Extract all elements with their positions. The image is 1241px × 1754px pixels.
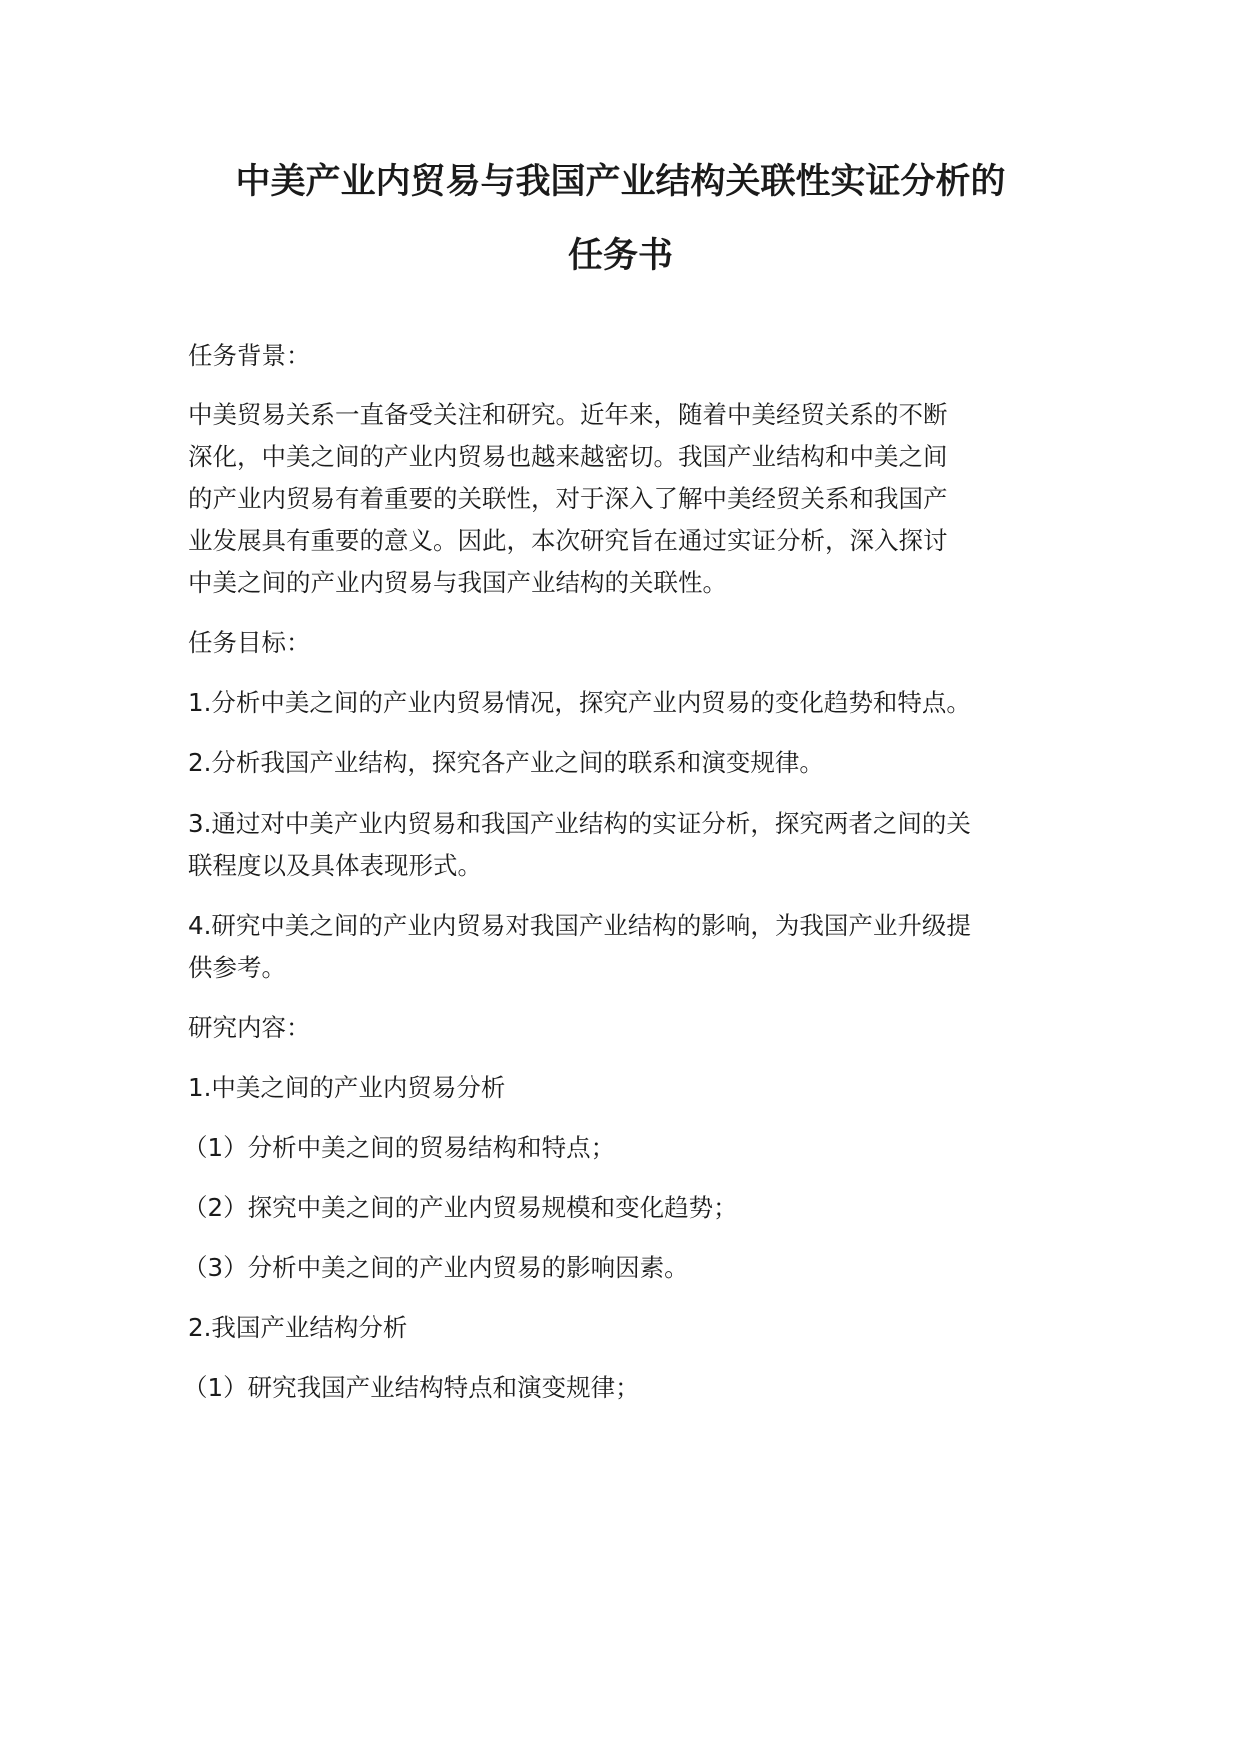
background-heading: 任务背景：	[188, 341, 311, 370]
background-paragraph-line: 深化，中美之间的产业内贸易也越来越密切。我国产业结构和中美之间	[188, 442, 948, 471]
goals-heading: 任务目标：	[188, 628, 311, 657]
background-paragraph-line: 中美贸易关系一直备受关注和研究。近年来，随着中美经贸关系的不断	[188, 400, 948, 429]
content-sub-item: （1）分析中美之间的贸易结构和特点；	[183, 1133, 616, 1162]
goal-item-line: 3.通过对中美产业内贸易和我国产业结构的实证分析，探究两者之间的关	[188, 809, 971, 838]
content-heading: 研究内容：	[188, 1013, 311, 1042]
goal-item-line: 4.研究中美之间的产业内贸易对我国产业结构的影响，为我国产业升级提	[188, 911, 971, 940]
background-paragraph-line: 业发展具有重要的意义。因此，本次研究旨在通过实证分析，深入探讨	[188, 526, 948, 555]
goal-item-line: 联程度以及具体表现形式。	[188, 851, 482, 880]
document-title-line-2: 任务书	[567, 236, 673, 276]
content-sub-item: （1）研究我国产业结构特点和演变规律；	[183, 1373, 640, 1402]
content-section-title: 2.我国产业结构分析	[188, 1313, 408, 1342]
background-paragraph-line: 的产业内贸易有着重要的关联性，对于深入了解中美经贸关系和我国产	[188, 484, 948, 513]
content-section-title: 1.中美之间的产业内贸易分析	[188, 1073, 506, 1102]
background-paragraph-line: 中美之间的产业内贸易与我国产业结构的关联性。	[188, 568, 727, 597]
goal-item: 2.分析我国产业结构，探究各产业之间的联系和演变规律。	[188, 748, 824, 777]
goal-item-line: 供参考。	[188, 953, 286, 982]
document-title-line-1: 中美产业内贸易与我国产业结构关联性实证分析的	[235, 162, 1006, 202]
content-sub-item: （2）探究中美之间的产业内贸易规模和变化趋势；	[183, 1193, 738, 1222]
content-sub-item: （3）分析中美之间的产业内贸易的影响因素。	[183, 1253, 689, 1282]
goal-item: 1.分析中美之间的产业内贸易情况，探究产业内贸易的变化趋势和特点。	[188, 688, 971, 717]
